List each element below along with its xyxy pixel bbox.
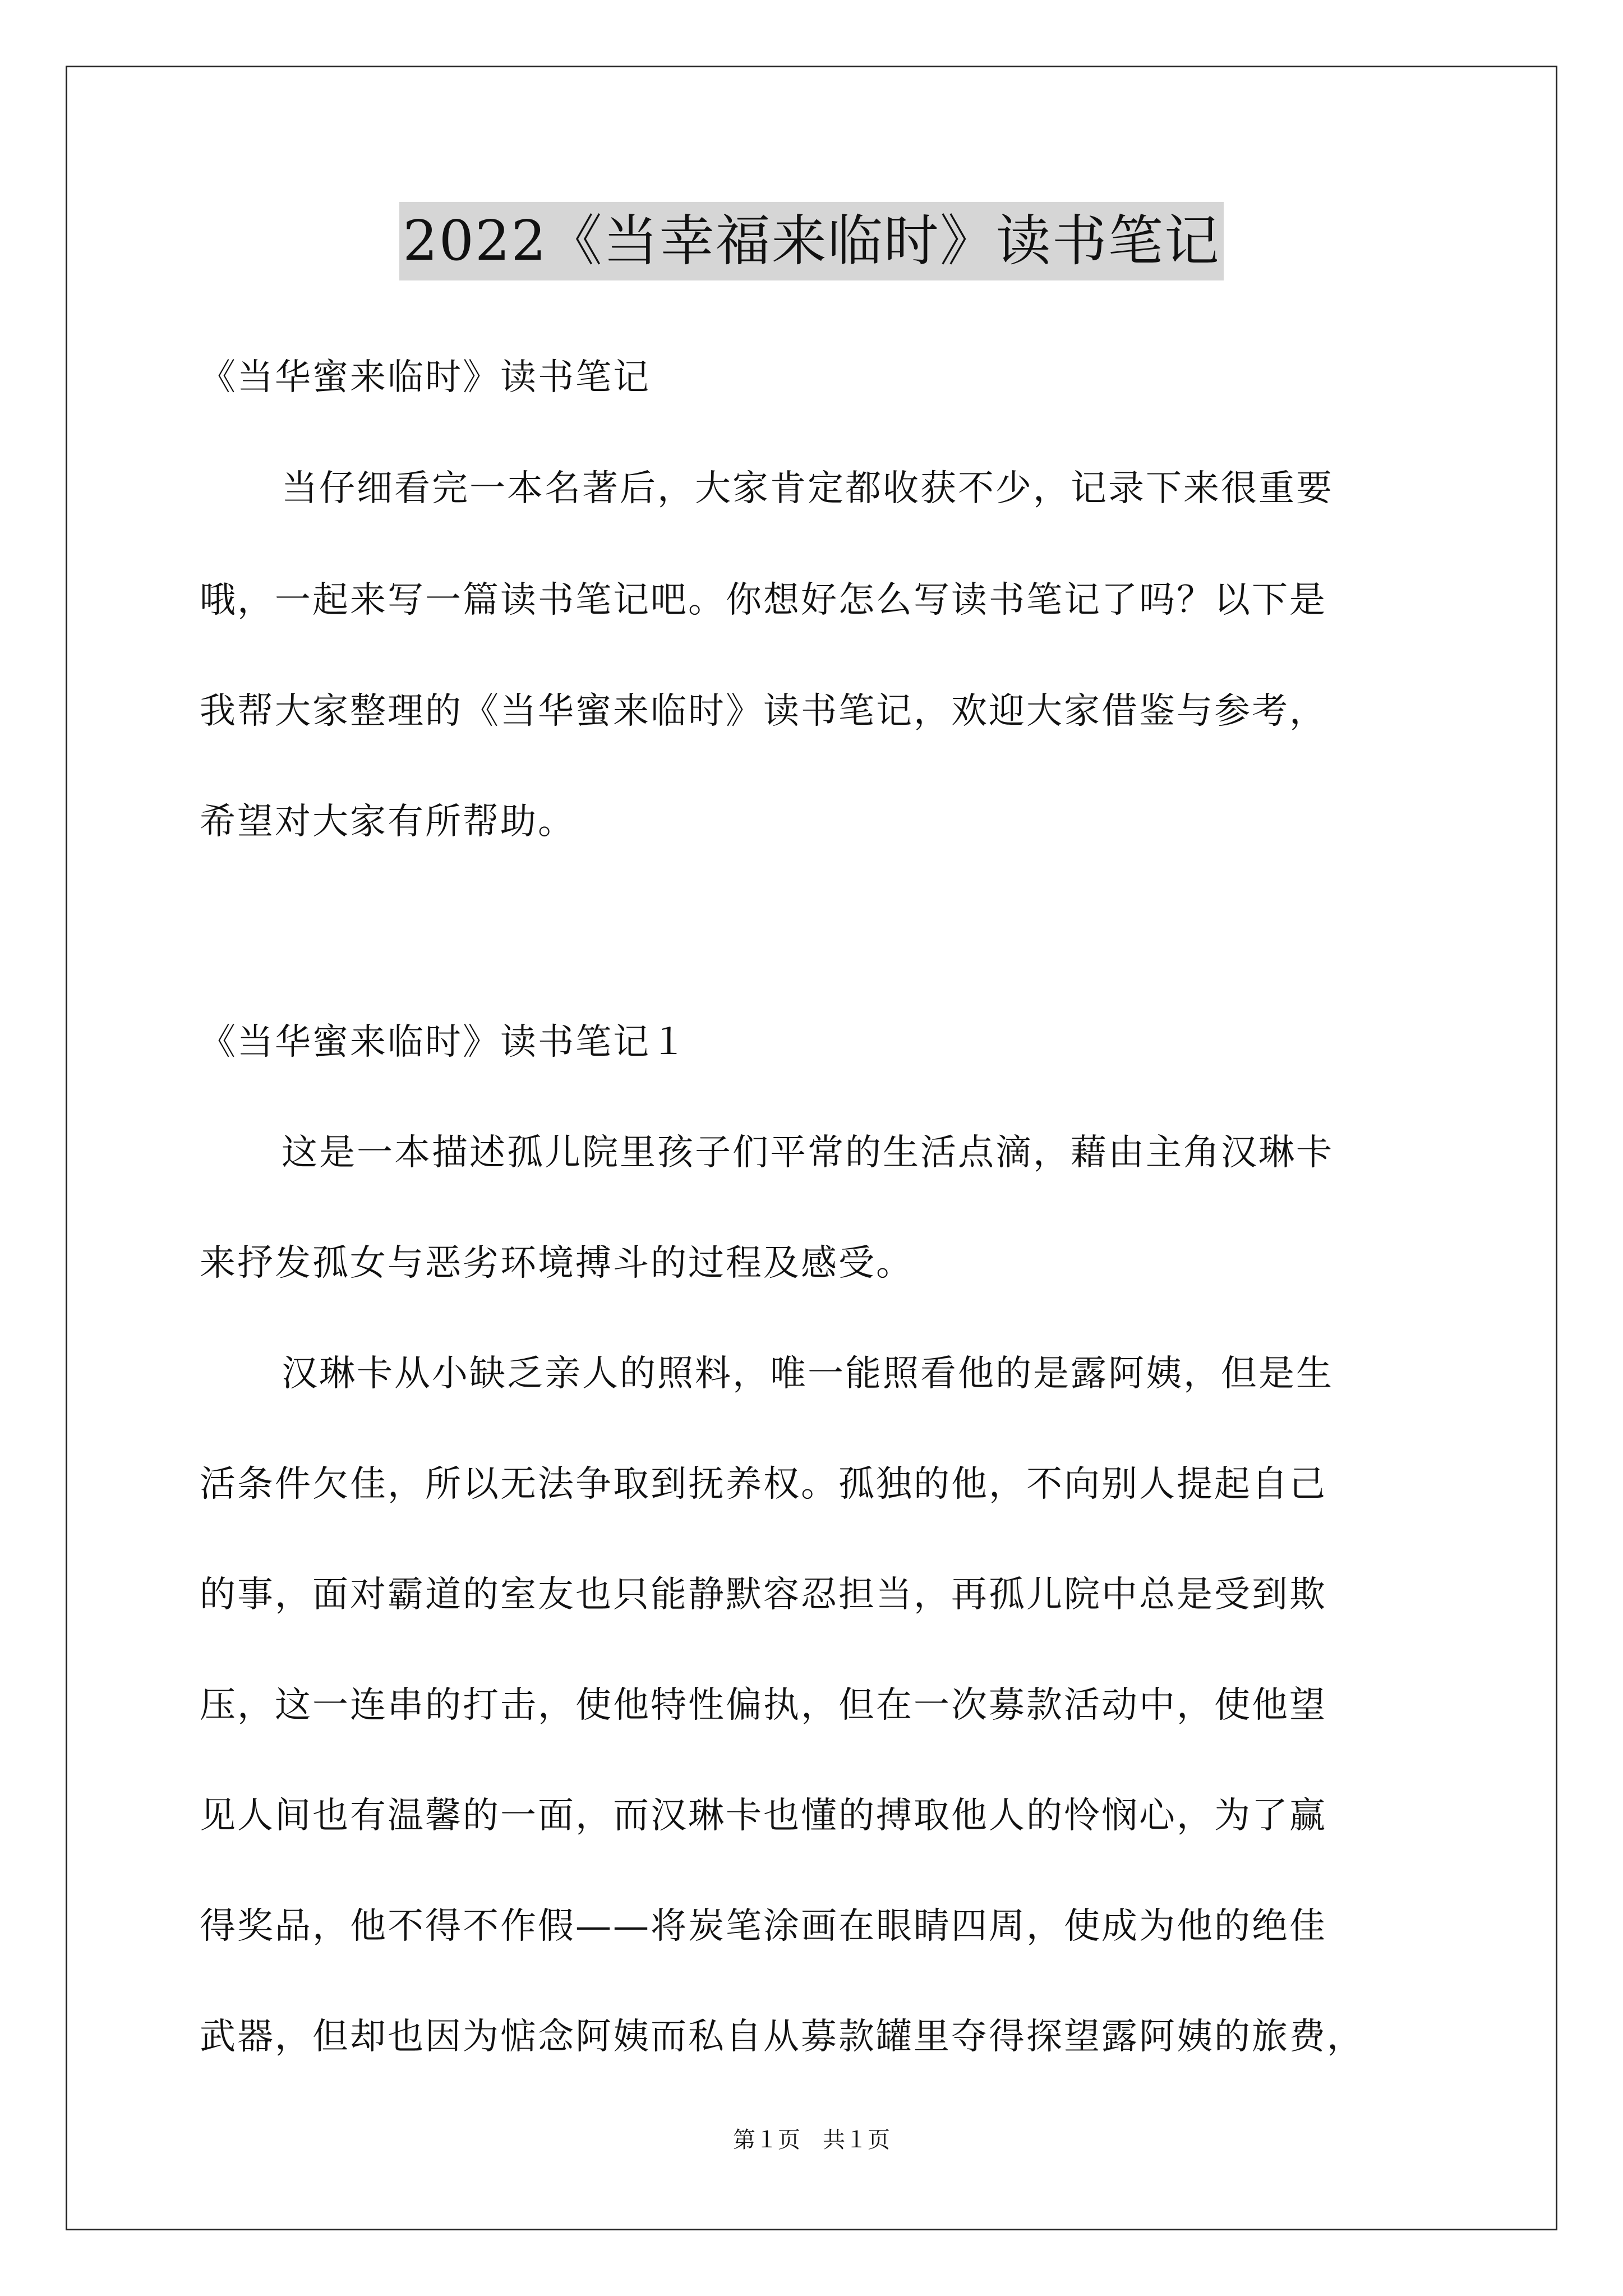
body-line: 压，这一连串的打击，使他特性偏执，但在一次募款活动中，使他望: [200, 1685, 1327, 1726]
body-line: 得奖品，他不得不作假——将炭笔涂画在眼睛四周，使成为他的绝佳: [200, 1906, 1327, 1947]
body-line: 武器，但却也因为惦念阿姨而私自从募款罐里夺得探望露阿姨的旅费，: [200, 2016, 1364, 2058]
body-line: 这是一本描述孤儿院里孩子们平常的生活点滴，藉由主角汉琳卡: [282, 1132, 1334, 1174]
body-line: 的事，面对霸道的室友也只能静默容忍担当，再孤儿院中总是受到欺: [200, 1574, 1327, 1616]
page-footer: 第１页 共１页: [733, 2127, 890, 2153]
body-line: 见人间也有温馨的一面，而汉琳卡也懂的搏取他人的怜悯心，为了赢: [200, 1795, 1327, 1837]
intro-line: 当仔细看完一本名著后，大家肯定都收获不少，记录下来很重要: [282, 468, 1334, 509]
title-container: [0, 202, 1623, 280]
intro-line: 哦，一起来写一篇读书笔记吧。你想好怎么写读书笔记了吗？以下是: [200, 579, 1327, 621]
intro-line: 希望对大家有所帮助。: [200, 801, 575, 843]
body-line: 活条件欠佳，所以无法争取到抚养权。孤独的他，不向别人提起自己: [200, 1464, 1327, 1505]
document-subtitle: 《当华蜜来临时》读书笔记: [200, 357, 651, 398]
section-heading: 《当华蜜来临时》读书笔记１: [200, 1022, 688, 1063]
body-line: 汉琳卡从小缺乏亲人的照料，唯一能照看他的是露阿姨，但是生: [282, 1353, 1334, 1395]
body-line: 来抒发孤女与恶劣环境搏斗的过程及感受。: [200, 1243, 914, 1284]
document-title: 2022《当幸福来临时》读书笔记: [399, 202, 1223, 280]
intro-line: 我帮大家整理的《当华蜜来临时》读书笔记，欢迎大家借鉴与参考，: [200, 691, 1327, 732]
